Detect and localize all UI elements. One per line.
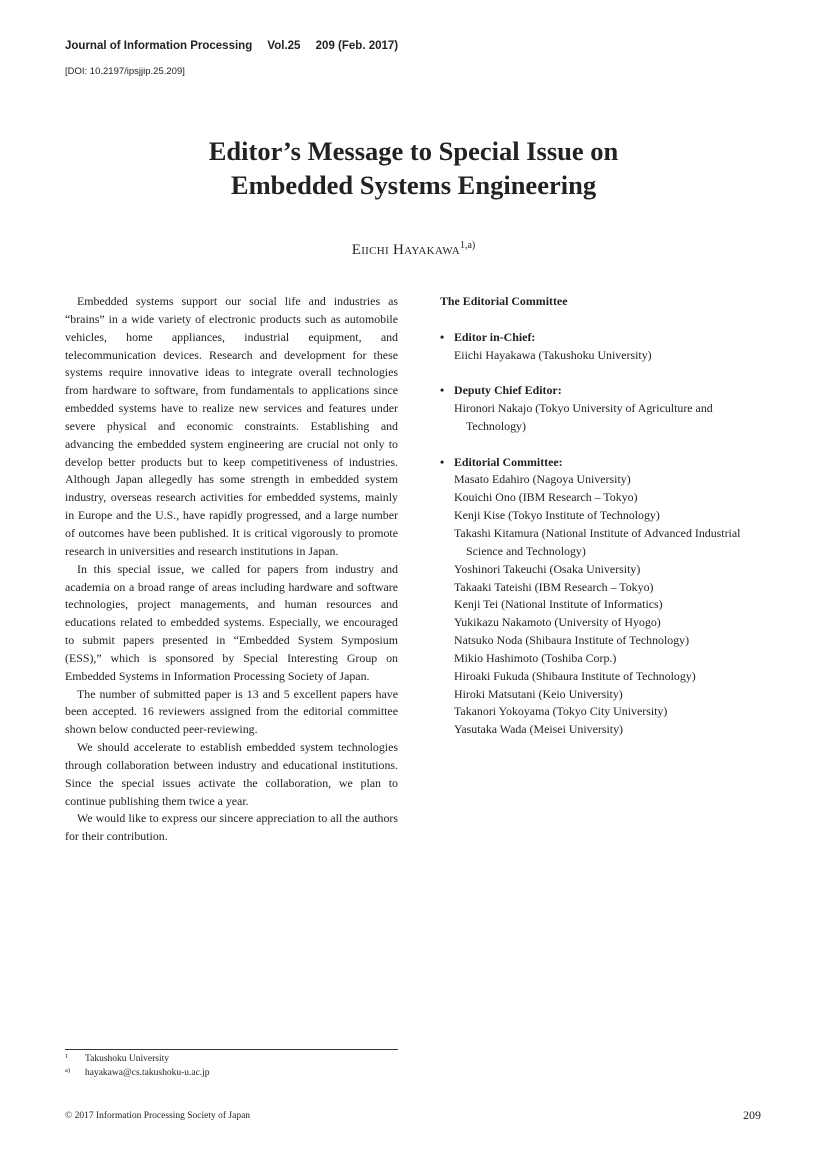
copyright: © 2017 Information Processing Society of Japan: [65, 1111, 251, 1121]
paragraph-5: We would like to express our sincere appreciation to all the authors for their contribution.: [65, 811, 398, 844]
committee-member: Eiichi Hayakawa (Takushoku University): [454, 347, 652, 362]
paragraph-1: Embedded systems support our social life and industries as “brains” in a wide variety of electronic products such as automobile vehicles, home appliances, industrial equipment, and telecommunication devices. Research and development for these systems require innovative ideas to integrate overall technologies from hardware to software, from fundamentals to applications since embedded systems have to realize new services and features under severe physical and economic constraints. Establishing and advancing the embedded system engineering are crucial not only to develop better products but to keep competitiveness of industries. Although Japan allegedly has some strength in embedded system industry, overseas research activities for embedded systems, mainly in Europe and the U.S., have rapidly progressed, and a large number of outcomes have been published. It is critical vigorously to promote research in universities and research institutions in Japan.: [65, 294, 398, 558]
committee-member: Takanori Yokoyama (Tokyo City University): [454, 704, 668, 719]
title-line-1: Editor’s Message to Special Issue on: [208, 136, 619, 166]
paragraph-2: In this special issue, we called for papers from industry and academia on a broad range of areas including hardware and software technologies, project managements, and human resources and educations related to embedded systems. Especially, we encouraged to submit papers presented in “Embedded System Symposium (ESS),” which is sponsored by Special Interesting Group on Embedded Systems in Information Processing Society of Japan.: [65, 561, 398, 683]
committee-member: Mikio Hashimoto (Toshiba Corp.): [454, 650, 617, 665]
editor-in-chief-label: Editor in-Chief:: [454, 329, 536, 344]
email-link[interactable]: hayakawa@cs.takushoku-u.ac.jp: [85, 1068, 210, 1078]
committee-title: The Editorial Committee: [440, 294, 568, 308]
doi-link[interactable]: [DOI: 10.2197/ipsjjip.25.209]: [65, 66, 185, 77]
author-name: Eiichi Hayakawa: [351, 242, 460, 258]
committee-members-section: [440, 454, 765, 740]
footnote-text: Takushoku University: [85, 1054, 170, 1064]
committee-member: Hironori Nakajo (Tokyo University of Agriculture and Technology): [454, 401, 713, 433]
committee-member: Takashi Kitamura (National Institute of Advanced Industrial Science and Technology): [454, 525, 741, 558]
committee-member: Yukikazu Nakamoto (University of Hyogo): [454, 615, 661, 630]
committee-member: Kouichi Ono (IBM Research – Tokyo): [454, 490, 638, 505]
committee-member: Kenji Kise (Tokyo Institute of Technology): [454, 508, 660, 523]
bullet-icon: •: [440, 383, 445, 398]
deputy-editor-section: [440, 382, 765, 436]
committee-member: Masato Edahiro (Nagoya University): [454, 472, 631, 487]
paper-title: [0, 134, 827, 202]
bullet-icon: •: [440, 454, 445, 469]
author-affiliation-mark: 1,a): [459, 240, 476, 251]
committee-members-label: Editorial Committee:: [454, 454, 563, 469]
editorial-committee: [440, 293, 765, 739]
committee-member: Natsuko Noda (Shibaura Institute of Technology): [454, 633, 690, 648]
committee-member: Hiroki Matsutani (Keio University): [454, 686, 623, 701]
footnote-affiliation: [65, 1052, 398, 1066]
committee-member: Hiroaki Fukuda (Shibaura Institute of Technology): [454, 668, 696, 683]
journal-volume: Vol.25: [267, 40, 301, 52]
footnote-email: [65, 1066, 398, 1080]
committee-member: Kenji Tei (National Institute of Informatics): [454, 597, 663, 612]
committee-member: Takaaki Tateishi (IBM Research – Tokyo): [454, 579, 654, 594]
deputy-editor-label: Deputy Chief Editor:: [454, 383, 562, 398]
author-line: [0, 240, 827, 259]
journal-name: Journal of Information Processing: [65, 40, 253, 52]
title-line-2: Embedded Systems Engineering: [230, 170, 597, 200]
journal-header: [65, 40, 410, 52]
editor-in-chief-section: [440, 329, 765, 365]
footnote-mark: a): [65, 1067, 71, 1074]
committee-member: Yoshinori Takeuchi (Osaka University): [454, 561, 641, 576]
body-text: [65, 293, 398, 846]
footnote-mark: 1: [65, 1053, 69, 1060]
paragraph-3: The number of submitted paper is 13 and 5 excellent papers have been accepted. 16 reviewers assigned from the editorial committee shown below conducted peer-reviewing.: [65, 686, 398, 737]
footnotes: [65, 1052, 398, 1080]
bullet-icon: •: [440, 329, 445, 344]
journal-pages: 209 (Feb. 2017): [315, 40, 399, 52]
footnote-divider: [65, 1049, 398, 1050]
paragraph-4: We should accelerate to establish embedded system technologies through collaboration between industry and educational institutions. Since the special issues activate the collaboration, we plan to continue publishing them twice a year.: [65, 740, 398, 808]
committee-member: Yasutaka Wada (Meisei University): [454, 722, 624, 737]
page-number: 209: [743, 1108, 761, 1122]
